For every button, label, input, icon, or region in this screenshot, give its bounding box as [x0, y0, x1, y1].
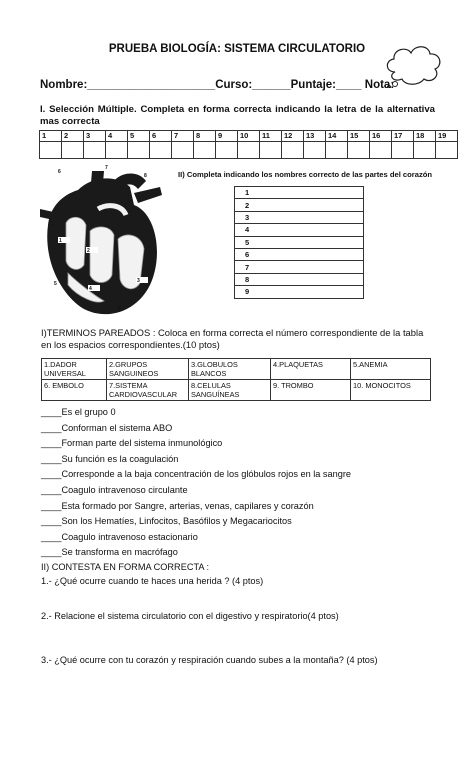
grid-answer-cell[interactable]: [40, 142, 62, 159]
grid-number: 4: [106, 131, 128, 142]
answer-grid: [39, 130, 458, 159]
question-3: 3.- ¿Qué ocurre con tu corazón y respiración cuando subes a la montaña? (4 ptos): [41, 655, 378, 665]
matching-items: [41, 407, 351, 563]
grid-number: 13: [304, 131, 326, 142]
section1-instructions: I. Selección Múltiple. Completa en forma correcta indicando la letra de la alternativa mas correcta: [40, 104, 435, 127]
heart-label: 6: [58, 169, 61, 175]
matching-item[interactable]: ____Coagulo intravenoso circulante: [41, 484, 188, 495]
grid-number: 17: [392, 131, 414, 142]
grid-number: 3: [84, 131, 106, 142]
grid-answer-cell[interactable]: [62, 142, 84, 159]
grid-number: 1: [40, 131, 62, 142]
grid-answer-cell[interactable]: [84, 142, 106, 159]
matching-item[interactable]: ____Es el grupo 0: [41, 407, 116, 417]
heart-label: 8: [144, 173, 147, 179]
matching-item[interactable]: ____Forman parte del sistema inmunológico: [41, 438, 223, 449]
heart-part-row[interactable]: 6: [235, 248, 364, 260]
question-2: 2.- Relacione el sistema circulatorio con el digestivo y respiratorio(4 ptos): [41, 611, 339, 621]
term-cell: 8.CELULAS SANGUÍNEAS: [189, 380, 271, 401]
grid-number: 12: [282, 131, 304, 142]
grid-answer-cell[interactable]: [128, 142, 150, 159]
grid-answer-cell[interactable]: [370, 142, 392, 159]
heart-diagram: [38, 165, 170, 325]
terms-table: [41, 358, 431, 401]
grid-answer-cell[interactable]: [172, 142, 194, 159]
grid-number: 5: [128, 131, 150, 142]
heart-label: 1: [59, 238, 62, 244]
grid-answer-cell[interactable]: [326, 142, 348, 159]
matching-item[interactable]: ____Coagulo intravenoso estacionario: [41, 531, 198, 542]
heart-part-row[interactable]: 9: [235, 286, 364, 298]
grid-number: 8: [194, 131, 216, 142]
grid-answer-cell[interactable]: [194, 142, 216, 159]
section3-instructions: I)TERMINOS PAREADOS : Coloca en forma correcta el número correspondiente de la tabla en los espacios correspondientes.(10 ptos): [41, 327, 424, 350]
matching-item[interactable]: ____Su función es la coagulación: [41, 453, 179, 464]
grid-answer-cell[interactable]: [348, 142, 370, 159]
heart-part-row[interactable]: 4: [235, 224, 364, 236]
grid-number: 15: [348, 131, 370, 142]
matching-item[interactable]: ____Son los Hematíes, Linfocitos, Basófilos y Megacariocitos: [41, 516, 292, 527]
grid-answer-cell[interactable]: [282, 142, 304, 159]
heart-part-row[interactable]: 8: [235, 273, 364, 285]
heart-label: 2: [87, 248, 90, 254]
term-cell: 1.DADOR UNIVERSAL: [42, 359, 107, 380]
heart-label: 3: [137, 278, 140, 284]
grid-number: 18: [414, 131, 436, 142]
heart-parts-table: [234, 186, 364, 299]
grid-number: 2: [62, 131, 84, 142]
heart-part-row[interactable]: 1: [235, 187, 364, 199]
grid-number: 19: [436, 131, 458, 142]
matching-item[interactable]: ____Conforman el sistema ABO: [41, 422, 173, 433]
grid-answer-cell[interactable]: [238, 142, 260, 159]
term-cell: 6. EMBOLO: [42, 380, 107, 401]
question-1: 1.- ¿Qué ocurre cuando te haces una herida ? (4 ptos): [41, 576, 264, 586]
grid-answer-cell[interactable]: [106, 142, 128, 159]
heart-part-row[interactable]: 7: [235, 261, 364, 273]
page-title: PRUEBA BIOLOGÍA: SISTEMA CIRCULATORIO: [108, 43, 366, 55]
heart-label: 7: [105, 165, 108, 171]
grid-number: 16: [370, 131, 392, 142]
matching-item[interactable]: ____Esta formado por Sangre, arterias, venas, capilares y corazón: [41, 500, 314, 511]
grid-answer-cell[interactable]: [216, 142, 238, 159]
term-cell: 10. MONOCITOS: [351, 380, 431, 401]
heart-label: 4: [89, 286, 92, 292]
grid-answer-cell[interactable]: [260, 142, 282, 159]
grid-number: 11: [260, 131, 282, 142]
grid-number: 7: [172, 131, 194, 142]
section4-heading: II) CONTESTA EN FORMA CORRECTA :: [41, 562, 210, 572]
matching-item[interactable]: ____Se transforma en macrófago: [41, 547, 178, 558]
term-cell: 5.ANEMIA: [351, 359, 431, 380]
term-cell: 7.SISTEMA CARDIOVASCULAR: [107, 380, 189, 401]
heart-part-row[interactable]: 5: [235, 236, 364, 248]
grid-number: 9: [216, 131, 238, 142]
section2-instructions: II) Completa indicando los nombres correcto de las partes del corazón: [178, 170, 433, 179]
heart-label: 5: [54, 281, 57, 287]
term-cell: 9. TROMBO: [271, 380, 351, 401]
grid-answer-cell[interactable]: [436, 142, 458, 159]
term-cell: 4.PLAQUETAS: [271, 359, 351, 380]
heart-label: 9: [118, 306, 121, 312]
heart-part-row[interactable]: 2: [235, 199, 364, 211]
student-info-line: Nombre:____________________Curso:______Puntaje:____ Nota:: [40, 79, 395, 91]
term-cell: 2.GRUPOS SANGUINEOS: [107, 359, 189, 380]
grid-answer-cell[interactable]: [392, 142, 414, 159]
grid-number: 14: [326, 131, 348, 142]
grid-number: 6: [150, 131, 172, 142]
matching-item[interactable]: ____Corresponde a la baja concentración de los glóbulos rojos en la sangre: [41, 469, 352, 480]
heart-part-row[interactable]: 3: [235, 211, 364, 223]
grid-answer-cell[interactable]: [304, 142, 326, 159]
term-cell: 3.GLOBULOS BLANCOS: [189, 359, 271, 380]
grid-number: 10: [238, 131, 260, 142]
grid-answer-cell[interactable]: [150, 142, 172, 159]
grid-answer-cell[interactable]: [414, 142, 436, 159]
